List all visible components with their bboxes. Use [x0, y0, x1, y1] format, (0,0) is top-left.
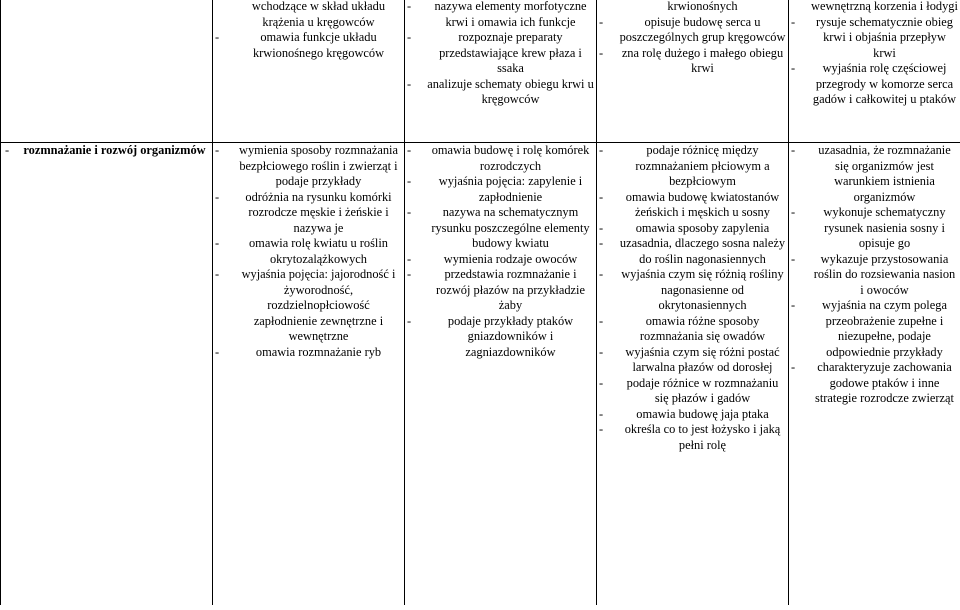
bullet-dash: - [599, 143, 604, 157]
item-text: nazywa elementy morfotyczne krwi i omawia ich funkcje [434, 0, 587, 29]
continued-text: wchodzące w skład układu krążenia u kręgowców [251, 0, 386, 29]
list-item [405, 30, 596, 77]
list-item [213, 345, 404, 361]
bullet-dash: - [215, 30, 220, 44]
item-text: omawia budowę jaja ptaka [636, 406, 769, 421]
item-text: opisuje budowę serca u poszczególnych grup kręgowców [619, 14, 786, 44]
item-text: uzasadnia, że rozmnażanie się organizmów jest warunkiem istnienia organizmów [818, 143, 951, 204]
continued-text: krwionośnych [667, 0, 738, 13]
bullet-dash: - [599, 375, 604, 390]
item-text: wyjaśnia na czym polega przeobrażenie zupełne i niezupełne, podaje odpowiednie przykłady [822, 298, 947, 359]
list-item [789, 15, 960, 62]
requirements-cell [405, 143, 597, 606]
bullet-dash: - [215, 344, 220, 359]
list-item [405, 77, 596, 108]
bullet-dash: - [791, 298, 796, 312]
bullet-dash: - [215, 143, 220, 157]
item-text: rysuje schematycznie obieg krwi i objaśnia przepływ krwi [816, 14, 953, 60]
list-item [405, 143, 596, 174]
list-item [789, 143, 960, 205]
item-text: podaje różnicę między rozmnażaniem płciowym a bezpłciowym [635, 143, 770, 188]
list-item [597, 345, 788, 376]
item-text: zna rolę dużego i małego obiegu krwi [621, 45, 784, 75]
requirements-cell [789, 143, 960, 606]
topic-cell-empty [1, 0, 213, 143]
item-text: wyjaśnia rolę częściowej przegrody w komorze serca gadów i całkowitej u ptaków [812, 61, 957, 106]
list-item [405, 205, 596, 252]
bullet-dash: - [215, 267, 220, 281]
bullet-dash: - [407, 0, 412, 13]
bullet-dash: - [599, 422, 604, 436]
bullet-dash: - [215, 236, 220, 250]
bullet-dash: - [791, 251, 796, 266]
list-item [597, 46, 788, 77]
bullet-dash: - [407, 267, 412, 281]
item-text: wymienia sposoby rozmnażania bezpłciowego roślin i zwierząt i podaje przykłady [239, 143, 398, 188]
item-text: podaje różnice w rozmnażaniu się płazów i gadów [626, 375, 779, 405]
list-item [789, 205, 960, 252]
bullet-dash: - [599, 14, 604, 29]
list-item [789, 61, 960, 108]
item-text: omawia różne sposoby rozmnażania się owadów [639, 313, 766, 343]
list-item [789, 298, 960, 360]
bullet-dash: - [599, 236, 604, 250]
item-text: rozpoznaje preparaty przedstawiające krew płaza i ssaka [439, 30, 582, 75]
item-text: odróżnia na rysunku komórki rozrodcze męskie i żeńskie i nazywa je [245, 189, 392, 235]
bullet-dash: - [791, 143, 796, 157]
bullet-dash: - [407, 76, 412, 91]
item-text: omawia budowę kwiatostanów żeńskich i męskich u sosny [625, 189, 780, 219]
list-item [213, 143, 404, 190]
bullet-dash: - [407, 313, 412, 328]
list-item [405, 174, 596, 205]
list-item [405, 252, 596, 268]
item-text: wyjaśnia pojęcia: zapylenie i zapłodnienie [438, 174, 583, 204]
list-item [597, 376, 788, 407]
list-item [213, 236, 404, 267]
list-item [597, 314, 788, 345]
item-text: wykazuje przystosowania roślin do rozsiewania nasion i owoców [813, 251, 956, 297]
bullet-dash: - [407, 143, 412, 157]
bullet-dash: - [599, 344, 604, 359]
list-item [597, 143, 788, 190]
requirements-cell [597, 0, 789, 143]
bullet-dash: - [791, 205, 796, 219]
item-text: wyjaśnia czym się różni postać larwalna płazów od dorosłej [625, 344, 780, 374]
bullet-dash: - [5, 143, 10, 157]
item-text: omawia rozmnażanie ryb [255, 344, 382, 359]
bullet-dash: - [407, 30, 412, 44]
bullet-dash: - [599, 267, 604, 281]
bullet-dash: - [407, 251, 412, 266]
list-item [597, 422, 788, 453]
bullet-dash: - [215, 189, 220, 204]
item-text: analizuje schematy obiegu krwi u kręgowców [427, 76, 594, 106]
list-item [213, 190, 404, 237]
list-item [597, 190, 788, 221]
bullet-dash: - [791, 360, 796, 374]
item-text: wyjaśnia czym się różnią rośliny nagonasienne od okrytonasiennych [621, 267, 784, 312]
list-item [597, 15, 788, 46]
continued-text: wewnętrzną korzenia i łodygi [811, 0, 958, 13]
bullet-dash: - [599, 189, 604, 204]
list-item [597, 267, 788, 314]
table-row [1, 143, 960, 606]
topic-title [1, 143, 212, 159]
requirements-cell [213, 0, 405, 143]
item-text: nazywa na schematycznym rysunku poszczególne elementy budowy kwiatu [431, 205, 590, 250]
item-text: omawia funkcje układu krwionośnego kręgowców [252, 30, 385, 60]
item-text: omawia rolę kwiatu u roślin okrytozalążkowych [248, 236, 389, 266]
bullet-dash: - [407, 174, 412, 188]
list-item [597, 221, 788, 237]
item-text: podaje przykłady ptaków gniazdowników i zagniazdowników [447, 313, 574, 359]
item-text: wymienia rodzaje owoców [443, 251, 578, 266]
table-row [1, 0, 960, 143]
item-text: przedstawia rozmnażanie i rozwój płazów na przykładzie żaby [436, 267, 585, 312]
bullet-dash: - [599, 220, 604, 235]
requirements-cell [597, 143, 789, 606]
item-text: określa co to jest łożysko i jaką pełni rolę [624, 422, 781, 452]
bullet-dash: - [791, 61, 796, 75]
list-item [213, 30, 404, 61]
item-text: wyjaśnia pojęcia: jajorodność i żyworodność, rozdzielnopłciowość zapłodnienie zewnętrzne i wewnętrzne [241, 267, 396, 343]
topic-text: rozmnażanie i rozwój organizmów [23, 143, 206, 157]
list-item [789, 252, 960, 299]
bullet-dash: - [791, 14, 796, 29]
bullet-dash: - [599, 313, 604, 328]
bullet-dash: - [407, 205, 412, 219]
item-text: wykonuje schematyczny rysunek nasienia sosny i opisuje go [823, 205, 946, 250]
requirements-cell [405, 0, 597, 143]
list-item [405, 267, 596, 314]
list-item [405, 314, 596, 361]
list-item [789, 360, 960, 407]
item-text: uzasadnia, dlaczego sosna należy do roślin nagonasiennych [619, 236, 786, 266]
list-item [405, 0, 596, 30]
item-text: omawia sposoby zapylenia [635, 220, 770, 235]
bullet-dash: - [599, 406, 604, 421]
requirements-cell [789, 0, 960, 143]
list-item [597, 407, 788, 423]
requirements-cell [213, 143, 405, 606]
topic-cell [1, 143, 213, 606]
item-text: omawia budowę i rolę komórek rozrodczych [431, 143, 590, 173]
item-text: charakteryzuje zachowania godowe ptaków i inne strategie rozrodcze zwierząt [815, 360, 954, 405]
bullet-dash: - [599, 45, 604, 60]
list-item [213, 267, 404, 345]
list-item [597, 236, 788, 267]
